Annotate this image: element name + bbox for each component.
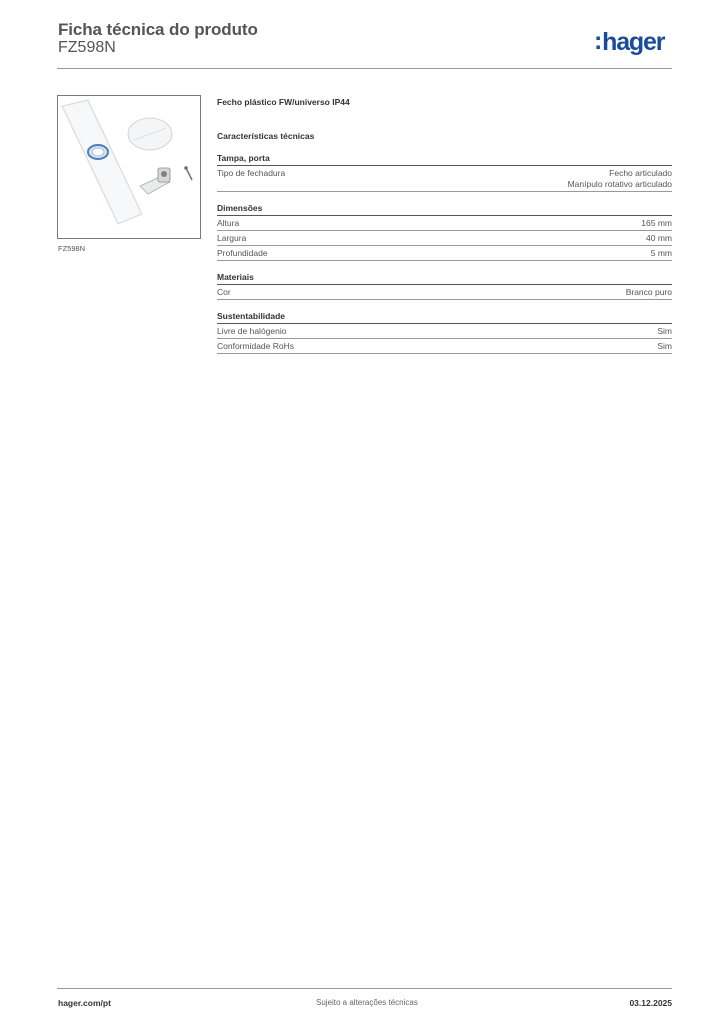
spec-row: [217, 324, 672, 339]
spec-value: 40 mm: [646, 233, 672, 243]
spec-group-materiais: [217, 271, 672, 300]
spec-value: Sim: [657, 326, 672, 336]
group-title: Tampa, porta: [217, 152, 672, 166]
product-code: FZ598N: [58, 39, 116, 56]
footer-note: Sujeito a alterações técnicas: [316, 998, 418, 1007]
spec-row: [217, 246, 672, 261]
spec-label: Livre de halógenio: [217, 326, 287, 336]
spec-value-line: Fecho articulado: [609, 168, 672, 178]
spec-row: [217, 285, 672, 300]
product-name: Fecho plástico FW/universo IP44: [217, 97, 350, 107]
spec-row: [217, 339, 672, 354]
product-image: [57, 95, 201, 239]
footer-date: 03.12.2025: [629, 998, 672, 1008]
hager-logo: :hager: [594, 27, 665, 56]
spec-group-tampa-porta: [217, 152, 672, 192]
image-caption: FZ598N: [58, 244, 86, 253]
spec-value: 165 mm: [641, 218, 672, 228]
spec-value-line: Manípulo rotativo articulado: [567, 179, 672, 189]
spec-value: [568, 168, 672, 190]
group-title: Sustentabilidade: [217, 310, 672, 324]
technical-spec: [217, 96, 672, 354]
spec-label: Tipo de fechadura: [217, 168, 286, 178]
spec-label: Largura: [217, 233, 247, 243]
spec-group-sustentabilidade: [217, 310, 672, 354]
spec-label: Profundidade: [217, 248, 268, 258]
spec-value: Branco puro: [625, 287, 672, 297]
spec-label: Altura: [217, 218, 240, 228]
spec-row: [217, 216, 672, 231]
spec-label: Conformidade RoHs: [217, 341, 295, 351]
section-title: Características técnicas: [217, 131, 315, 141]
spec-group-dimensoes: [217, 202, 672, 261]
group-title: Materiais: [217, 271, 672, 285]
logo-text: hager: [602, 28, 665, 56]
spec-label: Cor: [217, 287, 231, 297]
group-title: Dimensões: [217, 202, 672, 216]
footer-divider: [57, 988, 672, 989]
spec-value: Sim: [657, 341, 672, 351]
spec-row: [217, 166, 672, 192]
header-divider: [57, 68, 672, 69]
spec-value: 5 mm: [650, 248, 672, 258]
product-photo-illustration: [58, 96, 200, 238]
page-title: Ficha técnica do produto: [58, 20, 258, 39]
spec-row: [217, 231, 672, 246]
footer-website-link[interactable]: hager.com/pt: [58, 998, 111, 1008]
